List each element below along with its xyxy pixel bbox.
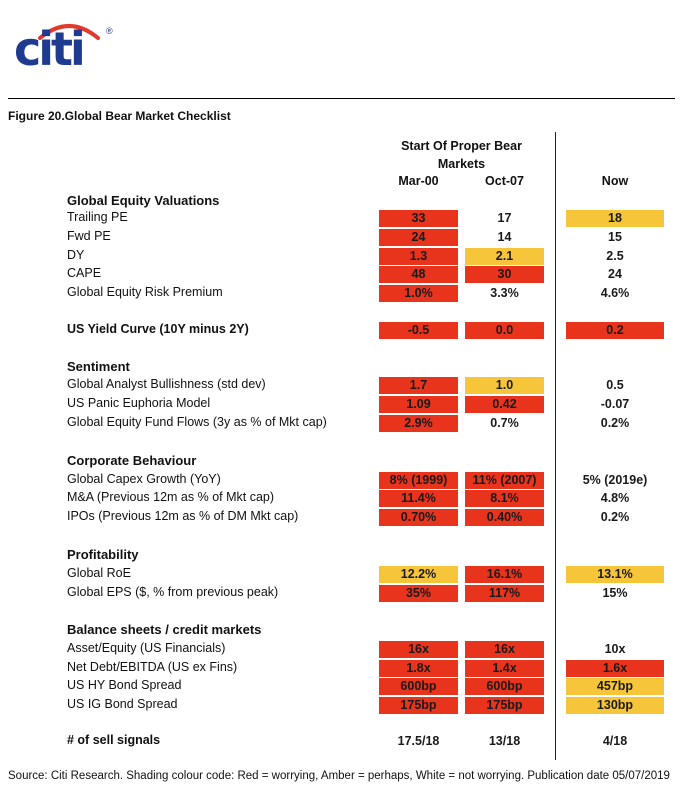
section-title: Global Equity Valuations bbox=[67, 193, 220, 208]
row-label: Fwd PE bbox=[67, 229, 111, 243]
table-cell-oct07: 0.42 bbox=[465, 396, 544, 413]
table-cell-oct07: 1.4x bbox=[465, 660, 544, 677]
table-cell-oct07: 14 bbox=[497, 230, 512, 244]
table-cell-oct07: 117% bbox=[465, 585, 544, 602]
figure-title: Figure 20.Global Bear Market Checklist bbox=[8, 109, 231, 123]
section-title: Corporate Behaviour bbox=[67, 453, 197, 468]
table-cell-now: 457bp bbox=[566, 678, 664, 695]
row-label: US HY Bond Spread bbox=[67, 678, 182, 692]
table-cell-mar00: 175bp bbox=[379, 697, 458, 714]
table-cell-mar00: 0.70% bbox=[379, 509, 458, 526]
section-title: US Yield Curve (10Y minus 2Y) bbox=[67, 322, 249, 336]
column-divider bbox=[555, 132, 556, 760]
table-cell-now: 18 bbox=[566, 210, 664, 227]
table-cell-now: 24 bbox=[608, 267, 622, 281]
sell-signals-label: # of sell signals bbox=[67, 733, 161, 747]
row-label: Trailing PE bbox=[67, 210, 128, 224]
table-cell-mar00: 16x bbox=[379, 641, 458, 658]
section-title: Sentiment bbox=[67, 359, 130, 374]
table-cell-now: 1.6x bbox=[566, 660, 664, 677]
row-label: M&A (Previous 12m as % of Mkt cap) bbox=[67, 490, 275, 504]
table-cell-mar00: -0.5 bbox=[379, 322, 458, 339]
table-cell-mar00: 8% (1999) bbox=[379, 472, 458, 489]
row-label: Global Equity Fund Flows (3y as % of Mkt cap) bbox=[67, 415, 327, 429]
table-cell-oct07: 8.1% bbox=[465, 490, 544, 507]
table-cell-now: 0.2% bbox=[600, 416, 630, 430]
table-cell-oct07: 0.7% bbox=[490, 416, 519, 430]
table-cell-oct07: 175bp bbox=[465, 697, 544, 714]
table-cell-now: -0.07 bbox=[600, 397, 630, 411]
header-col-now: Now bbox=[601, 174, 629, 188]
table-cell-now: 4.8% bbox=[600, 491, 630, 505]
row-label: Global EPS ($, % from previous peak) bbox=[67, 585, 279, 599]
table-cell-mar00: 1.8x bbox=[379, 660, 458, 677]
table-cell-mar00: 2.9% bbox=[379, 415, 458, 432]
table-cell-mar00: 1.3 bbox=[379, 248, 458, 265]
table-cell-mar00: 11.4% bbox=[379, 490, 458, 507]
table-cell-now: 0.2% bbox=[600, 510, 630, 524]
table-cell-now: 5% (2019e) bbox=[582, 473, 648, 487]
table-cell-now: 4.6% bbox=[600, 286, 630, 300]
table-cell-now: 130bp bbox=[566, 697, 664, 714]
table-cell-oct07: 16.1% bbox=[465, 566, 544, 583]
row-label: US Panic Euphoria Model bbox=[67, 396, 211, 410]
header-col-oct07: Oct-07 bbox=[485, 174, 524, 188]
row-label: Global Equity Risk Premium bbox=[67, 285, 223, 299]
section-title: Balance sheets / credit markets bbox=[67, 622, 262, 637]
table-cell-oct07: 0.0 bbox=[465, 322, 544, 339]
sell-signals-now: 4/18 bbox=[602, 734, 628, 748]
table-cell-oct07: 600bp bbox=[465, 678, 544, 695]
table-cell-mar00: 1.7 bbox=[379, 377, 458, 394]
table-cell-oct07: 16x bbox=[465, 641, 544, 658]
header-col-mar00: Mar-00 bbox=[398, 174, 439, 188]
table-cell-oct07: 11% (2007) bbox=[465, 472, 544, 489]
table-cell-now: 13.1% bbox=[566, 566, 664, 583]
table-cell-now: 15 bbox=[608, 230, 622, 244]
source-footnote: Source: Citi Research. Shading colour code: Red = worrying, Amber = perhaps, White = not worrying. Publication date 05/07/2019 bbox=[8, 770, 670, 782]
logo-registered-mark: ® bbox=[106, 26, 113, 36]
table-cell-oct07: 2.1 bbox=[465, 248, 544, 265]
table-cell-mar00: 24 bbox=[379, 229, 458, 246]
row-label: Global RoE bbox=[67, 566, 131, 580]
table-cell-oct07: 0.40% bbox=[465, 509, 544, 526]
table-cell-oct07: 1.0 bbox=[465, 377, 544, 394]
section-title: Profitability bbox=[67, 547, 139, 562]
table-cell-oct07: 3.3% bbox=[490, 286, 519, 300]
table-cell-now: 10x bbox=[604, 642, 626, 656]
table-cell-now: 15% bbox=[602, 586, 628, 600]
table-cell-now: 2.5 bbox=[606, 249, 624, 263]
table-cell-oct07: 30 bbox=[465, 266, 544, 283]
row-label: IPOs (Previous 12m as % of DM Mkt cap) bbox=[67, 509, 299, 523]
row-label: Net Debt/EBITDA (US ex Fins) bbox=[67, 660, 238, 674]
table-cell-mar00: 35% bbox=[379, 585, 458, 602]
row-label: US IG Bond Spread bbox=[67, 697, 178, 711]
title-rule bbox=[8, 98, 675, 99]
table-cell-mar00: 12.2% bbox=[379, 566, 458, 583]
row-label: Global Analyst Bullishness (std dev) bbox=[67, 377, 266, 391]
sell-signals-oct07: 13/18 bbox=[488, 734, 521, 748]
table-cell-mar00: 600bp bbox=[379, 678, 458, 695]
table-cell-mar00: 48 bbox=[379, 266, 458, 283]
table-cell-oct07: 17 bbox=[497, 211, 512, 225]
table-cell-mar00: 33 bbox=[379, 210, 458, 227]
table-cell-now: 0.5 bbox=[606, 378, 624, 392]
header-group-label: Start Of Proper Bear Markets bbox=[401, 139, 522, 171]
sell-signals-mar00: 17.5/18 bbox=[397, 734, 440, 748]
table-cell-mar00: 1.09 bbox=[379, 396, 458, 413]
table-cell-mar00: 1.0% bbox=[379, 285, 458, 302]
row-label: DY bbox=[67, 248, 85, 262]
citi-logo bbox=[14, 20, 114, 76]
logo-wordmark: citi bbox=[14, 22, 83, 76]
row-label: Asset/Equity (US Financials) bbox=[67, 641, 226, 655]
row-label: CAPE bbox=[67, 266, 102, 280]
row-label: Global Capex Growth (YoY) bbox=[67, 472, 221, 486]
table-cell-now: 0.2 bbox=[566, 322, 664, 339]
